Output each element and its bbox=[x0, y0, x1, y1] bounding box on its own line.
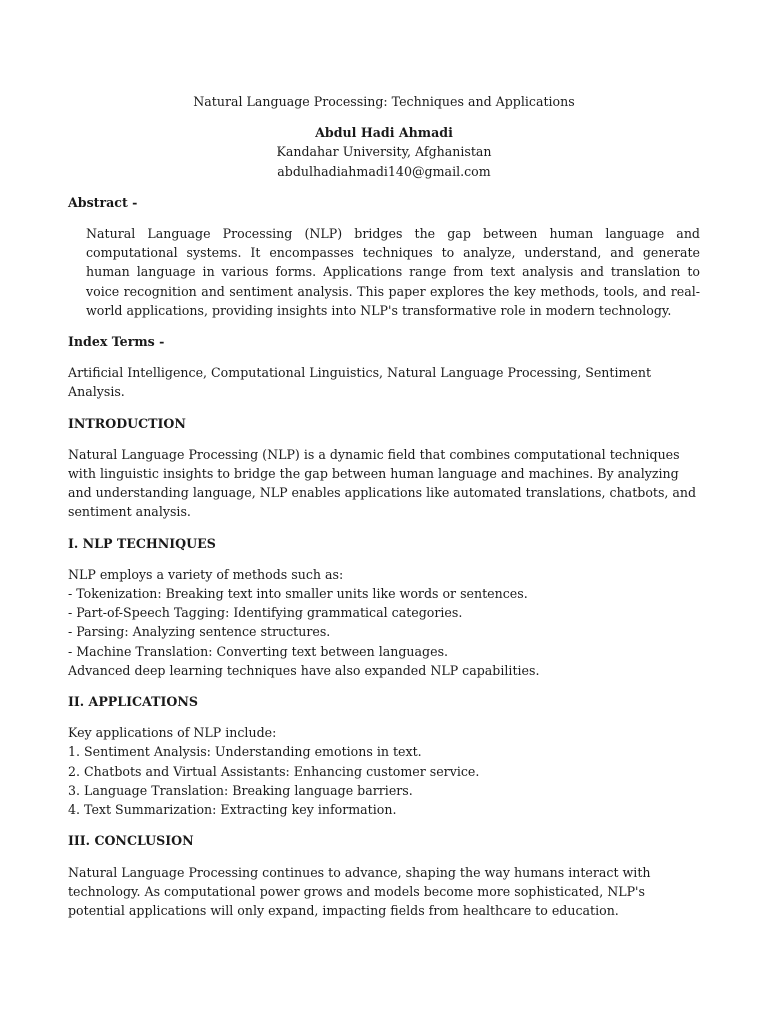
applications-line: Key applications of NLP include: bbox=[68, 725, 277, 741]
section-heading-conclusion: III. CONCLUSION bbox=[68, 833, 194, 849]
techniques-line: NLP employs a variety of methods such as: bbox=[68, 566, 344, 582]
applications-line: 2. Chatbots and Virtual Assistants: Enhancing customer service. bbox=[68, 763, 480, 779]
applications-line: 3. Language Translation: Breaking language barriers. bbox=[68, 782, 413, 798]
techniques-line: Advanced deep learning techniques have also expanded NLP capabilities. bbox=[68, 662, 540, 678]
techniques-line: - Machine Translation: Converting text between languages. bbox=[68, 643, 449, 659]
author-affiliation: Kandahar University, Afghanistan bbox=[276, 144, 492, 160]
paper-title: Natural Language Processing: Techniques and Applications bbox=[193, 94, 575, 109]
techniques-line: - Tokenization: Breaking text into smaller units like words or sentences. bbox=[68, 586, 528, 602]
techniques-line: - Part-of-Speech Tagging: Identifying grammatical categories. bbox=[68, 605, 463, 621]
section-heading-introduction: INTRODUCTION bbox=[68, 415, 186, 431]
paper-page bbox=[68, 92, 700, 920]
index-terms-heading: Index Terms - bbox=[68, 334, 165, 350]
section-body-applications bbox=[68, 723, 700, 819]
applications-line: 4. Text Summarization: Extracting key information. bbox=[68, 802, 397, 818]
applications-line: 1. Sentiment Analysis: Understanding emotions in text. bbox=[68, 744, 422, 760]
section-text-introduction: Natural Language Processing (NLP) is a dynamic field that combines computational techniques with linguistic insights to bridge the gap between human language and machines. By analyzing and understanding language, NLP enables applications like automated translations, chatbots, and sentiment analysis. bbox=[68, 446, 697, 520]
author-name: Abdul Hadi Ahmadi bbox=[315, 125, 453, 141]
section-heading-applications: II. APPLICATIONS bbox=[68, 694, 198, 710]
section-heading-techniques: I. NLP TECHNIQUES bbox=[68, 535, 216, 551]
section-body-techniques bbox=[68, 565, 700, 680]
abstract-heading: Abstract - bbox=[68, 194, 138, 210]
author-email: abdulhadiahmadi140@gmail.com bbox=[277, 163, 491, 179]
section-text-conclusion: Natural Language Processing continues to advance, shaping the way humans interact with technology. As computational power grows and models become more sophisticated, NLP's potential applications will only expand, impacting fields from healthcare to education. bbox=[68, 864, 651, 918]
index-terms-text: Artificial Intelligence, Computational Linguistics, Natural Language Processing, Sentiment Analysis. bbox=[68, 365, 652, 400]
techniques-line: - Parsing: Analyzing sentence structures. bbox=[68, 624, 331, 640]
abstract-text: Natural Language Processing (NLP) bridges the gap between human language and computational systems. It encompasses techniques to analyze, understand, and generate human language in various forms. Applications range from text analysis and translation to voice recognition and sentiment analysis. This paper explores the key methods, tools, and real-world applications, providing insights into NLP's transformative role in modern technology. bbox=[86, 226, 700, 318]
